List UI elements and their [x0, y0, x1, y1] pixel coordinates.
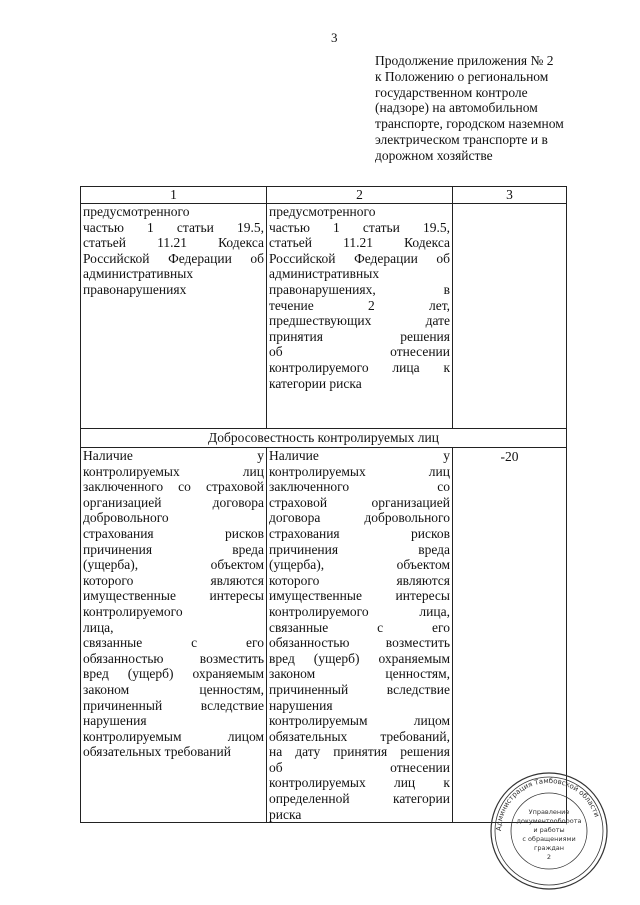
cell-text-line: которого являются [83, 572, 264, 588]
cell-text-line: обязательных требований, [269, 728, 450, 744]
cell-text-line: об отнесении [269, 759, 450, 775]
criterion-description-cell [267, 448, 453, 823]
cell-text-line: организацией договора [83, 494, 264, 510]
cell-text-line: контролируемых лиц к [269, 775, 450, 791]
cell-text-line: заключенного со [269, 479, 450, 495]
section-title: Добросовестность контролируемых лиц [81, 429, 567, 448]
cell-text-line: причинения вреда [269, 541, 450, 557]
cell-text-line: имущественные интересы [83, 588, 264, 604]
header-line: к Положению о региональном [375, 68, 549, 84]
cell-text-line: обязательных требований [83, 744, 231, 760]
cell-text-line: которого являются [269, 572, 450, 588]
cell-text-line: правонарушениях, в [269, 281, 450, 297]
table-row [81, 204, 567, 429]
criteria-table [80, 186, 567, 823]
cell-text-line: контролируемого лица к [269, 359, 450, 375]
header-line: (надзоре) на автомобильном [375, 100, 538, 116]
stamp-text: Управление [528, 808, 570, 816]
cell-text-line: договора добровольного [269, 510, 450, 526]
header-line: транспорте, городском наземном [375, 116, 564, 132]
cell-text-line: добровольного [83, 510, 169, 526]
table-row [81, 448, 567, 823]
cell-text-line: лица, [83, 619, 114, 635]
cell-text-line: Российской Федерации об [83, 250, 264, 266]
stamp-text: граждан [533, 844, 565, 852]
cell-text-line: страхования рисков [83, 525, 264, 541]
stamp-ring-text: Администрация Тамбовской области [494, 776, 601, 832]
cell-text-line: связанные с его [269, 619, 450, 635]
cell-text-line: страхования рисков [269, 525, 450, 541]
cell-text-line: контролируемого лица, [269, 603, 450, 619]
cell-text-line: статьей 11.21 Кодекса [83, 235, 264, 251]
table-header-row [81, 187, 567, 204]
stamp-text: с обращениями [522, 835, 576, 843]
cell-text-line: предусмотренного [269, 204, 376, 219]
cell-text-line: законом ценностям, [83, 681, 264, 697]
cell-text-line: контролируемым лицом [269, 713, 450, 729]
cell-text-line: Наличие у [269, 448, 450, 463]
header-line: электрическом транспорте и в [375, 131, 548, 147]
cell-text-line: предусмотренного [83, 204, 190, 219]
cell-text-line: Российской Федерации об [269, 250, 450, 266]
header-line: дорожном хозяйстве [375, 147, 493, 163]
cell-text-line: правонарушениях [83, 281, 187, 297]
stamp-text: 2 [546, 853, 552, 861]
criterion-cell [81, 448, 267, 823]
criterion-description-cell [267, 204, 453, 429]
cell-text-line: административных [269, 266, 380, 282]
header-line: Продолжение приложения № 2 [375, 53, 554, 68]
cell-text-line: контролируемого [83, 603, 183, 619]
official-stamp [488, 770, 610, 892]
cell-text-line: статьей 11.21 Кодекса [269, 235, 450, 251]
cell-text-line: частью 1 статьи 19.5, [269, 219, 450, 235]
cell-text-line: обязанностью возместить [83, 650, 264, 666]
header-line: государственном контроле [375, 84, 528, 100]
column-header: 3 [453, 187, 567, 204]
section-row [81, 429, 567, 448]
cell-text-line: причинения вреда [83, 541, 264, 557]
cell-text-line: контролируемых лиц [83, 463, 264, 479]
cell-text-line: (ущерба), объектом [269, 557, 450, 573]
cell-text-line: причиненный вследствие [269, 681, 450, 697]
page-number: 3 [331, 30, 338, 45]
cell-text-line: частью 1 статьи 19.5, [83, 219, 264, 235]
cell-text-line: нарушения [269, 697, 333, 713]
cell-text-line: определенной категории [269, 791, 450, 807]
score-cell: -20 [453, 448, 567, 823]
score-cell [453, 204, 567, 429]
column-header: 2 [267, 187, 453, 204]
cell-text-line: обязанностью возместить [269, 635, 450, 651]
cell-text-line: (ущерба), объектом [83, 557, 264, 573]
cell-text-line: вред (ущерб) охраняемым [269, 650, 450, 666]
cell-text-line: на дату принятия решения [269, 744, 450, 760]
cell-text-line: контролируемым лицом [83, 728, 264, 744]
cell-text-line: принятия решения [269, 328, 450, 344]
stamp-text: документооборота [516, 817, 582, 825]
appendix-header-note [375, 53, 595, 164]
cell-text-line: имущественные интересы [269, 588, 450, 604]
cell-text-line: административных [83, 266, 194, 282]
cell-text-line: течение 2 лет, [269, 297, 450, 313]
cell-text-line: страховой организацией [269, 494, 450, 510]
cell-text-line: категории риска [269, 375, 362, 391]
cell-text-line: связанные с его [83, 635, 264, 651]
cell-text-line: контролируемых лиц [269, 463, 450, 479]
stamp-text: и работы [533, 826, 565, 834]
cell-text-line: риска [269, 806, 302, 822]
cell-text-line: нарушения [83, 713, 147, 729]
cell-text-line: предшествующих дате [269, 313, 450, 329]
cell-text-line: заключенного со страховой [83, 479, 264, 495]
cell-text-line: причиненный вследствие [83, 697, 264, 713]
cell-text-line: Наличие у [83, 448, 264, 463]
cell-text-line: законом ценностям, [269, 666, 450, 682]
criterion-cell [81, 204, 267, 429]
cell-text-line: об отнесении [269, 344, 450, 360]
column-header: 1 [81, 187, 267, 204]
cell-text-line: вред (ущерб) охраняемым [83, 666, 264, 682]
